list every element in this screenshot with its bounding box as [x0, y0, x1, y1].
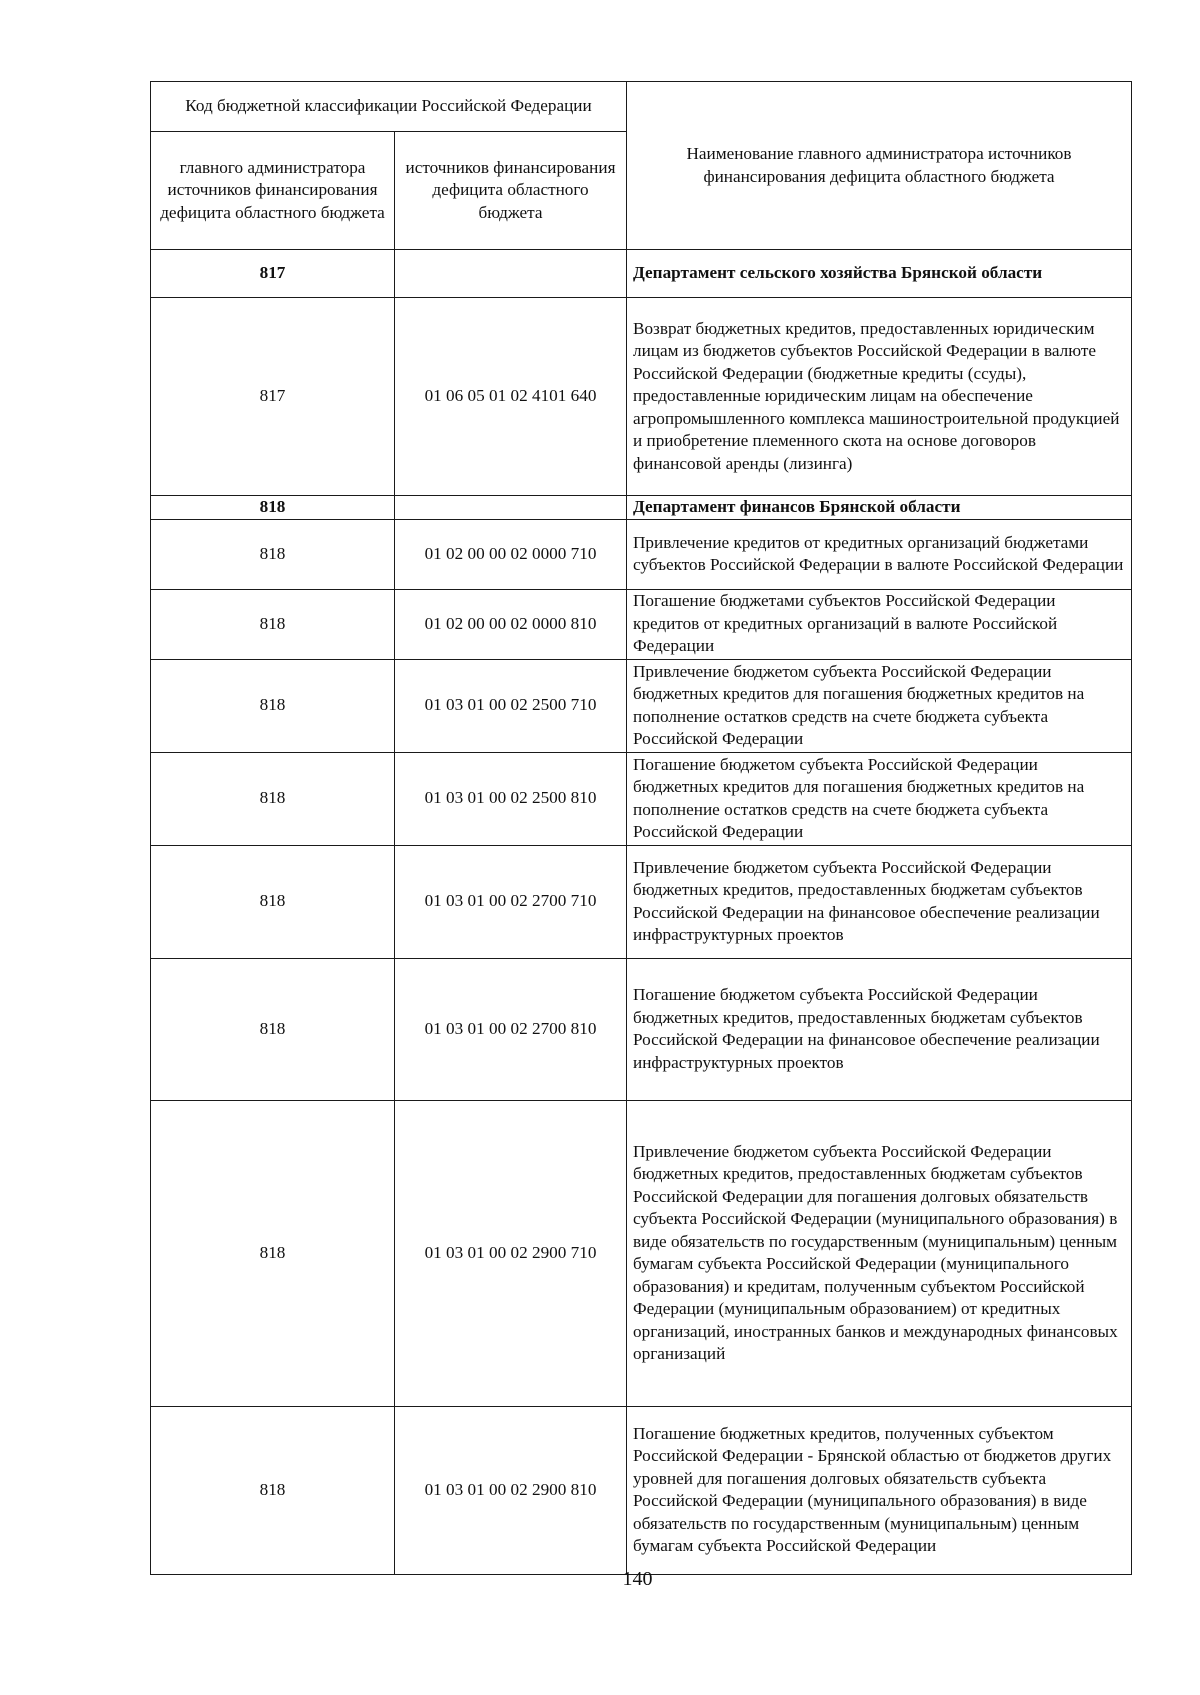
administrator-name-cell: Погашение бюджетных кредитов, полученных субъектом Российской Федерации - Брянской областью от бюджетов других уровней для погашения долговых обязательств субъекта Российской Федерации (муниципального образования) в виде обязательств по государственным (муниципальным) ценным бумагам субъекта Российской Федерации [627, 1406, 1132, 1574]
administrator-name-cell: Привлечение бюджетом субъекта Российской Федерации бюджетных кредитов для погашения бюджетных кредитов на пополнение остатков средств на счете бюджета субъекта Российской Федерации [627, 659, 1132, 752]
admin-code-cell: 818 [151, 958, 395, 1100]
table-row [151, 589, 1132, 659]
admin-code-cell: 818 [151, 589, 395, 659]
table-row [151, 250, 1132, 298]
header-group-cell: Код бюджетной классификации Российской Федерации [151, 82, 627, 132]
table-row [151, 519, 1132, 589]
source-code-cell: 01 03 01 00 02 2500 810 [395, 752, 627, 845]
source-code-cell: 01 03 01 00 02 2900 810 [395, 1406, 627, 1574]
page-number: 140 [622, 1568, 653, 1590]
source-code-cell: 01 03 01 00 02 2700 810 [395, 958, 627, 1100]
administrator-name-cell: Департамент финансов Брянской области [627, 496, 1132, 520]
table-row [151, 298, 1132, 496]
admin-code-cell: 818 [151, 845, 395, 958]
table-row [151, 1100, 1132, 1406]
header-name-cell: Наименование главного администратора источников финансирования дефицита областного бюджета [627, 82, 1132, 250]
admin-code-cell: 818 [151, 496, 395, 520]
admin-code-cell: 818 [151, 659, 395, 752]
admin-code-cell: 818 [151, 519, 395, 589]
source-code-cell: 01 03 01 00 02 2700 710 [395, 845, 627, 958]
source-code-cell: 01 02 00 00 02 0000 810 [395, 589, 627, 659]
header-admin-cell: главного администратора источников финансирования дефицита областного бюджета [151, 132, 395, 250]
source-code-cell [395, 496, 627, 520]
administrator-name-cell: Погашение бюджетами субъектов Российской Федерации кредитов от кредитных организаций в валюте Российской Федерации [627, 589, 1132, 659]
administrator-name-cell: Привлечение бюджетом субъекта Российской Федерации бюджетных кредитов, предоставленных бюджетам субъектов Российской Федерации для погашения долговых обязательств субъекта Российской Федерации (муниципального образования) в виде обязательств по государственным (муниципальным) ценным бумагам субъекта Российской Федерации (муниципального образования) и кредитам, полученным субъектом Российской Федерации (муниципальным образованием) от кредитных организаций, иностранных банков и международных финансовых организаций [627, 1100, 1132, 1406]
admin-code-cell: 817 [151, 250, 395, 298]
source-code-cell: 01 06 05 01 02 4101 640 [395, 298, 627, 496]
table-row [151, 752, 1132, 845]
budget-classification-table [150, 81, 1132, 1575]
admin-code-cell: 818 [151, 1100, 395, 1406]
administrator-name-cell: Возврат бюджетных кредитов, предоставленных юридическим лицам из бюджетов субъектов Российской Федерации в валюте Российской Федерации (бюджетные кредиты (ссуды), предоставленные юридическим лицам на обеспечение агропромышленного комплекса машиностроительной продукцией и приобретение племенного скота на основе договоров финансовой аренды (лизинга) [627, 298, 1132, 496]
source-code-cell: 01 03 01 00 02 2900 710 [395, 1100, 627, 1406]
source-code-cell: 01 02 00 00 02 0000 710 [395, 519, 627, 589]
admin-code-cell: 818 [151, 752, 395, 845]
administrator-name-cell: Привлечение кредитов от кредитных организаций бюджетами субъектов Российской Федерации в валюте Российской Федерации [627, 519, 1132, 589]
source-code-cell: 01 03 01 00 02 2500 710 [395, 659, 627, 752]
admin-code-cell: 817 [151, 298, 395, 496]
table-row [151, 845, 1132, 958]
header-row-group [151, 82, 1132, 132]
source-code-cell [395, 250, 627, 298]
table-row [151, 496, 1132, 520]
admin-code-cell: 818 [151, 1406, 395, 1574]
table-row [151, 958, 1132, 1100]
table-row [151, 1406, 1132, 1574]
header-source-cell: источников финансирования дефицита областного бюджета [395, 132, 627, 250]
administrator-name-cell: Департамент сельского хозяйства Брянской области [627, 250, 1132, 298]
table-row [151, 659, 1132, 752]
administrator-name-cell: Привлечение бюджетом субъекта Российской Федерации бюджетных кредитов, предоставленных бюджетам субъектов Российской Федерации на финансовое обеспечение реализации инфраструктурных проектов [627, 845, 1132, 958]
administrator-name-cell: Погашение бюджетом субъекта Российской Федерации бюджетных кредитов, предоставленных бюджетам субъектов Российской Федерации на финансовое обеспечение реализации инфраструктурных проектов [627, 958, 1132, 1100]
administrator-name-cell: Погашение бюджетом субъекта Российской Федерации бюджетных кредитов для погашения бюджетных кредитов на пополнение остатков средств на счете бюджета субъекта Российской Федерации [627, 752, 1132, 845]
